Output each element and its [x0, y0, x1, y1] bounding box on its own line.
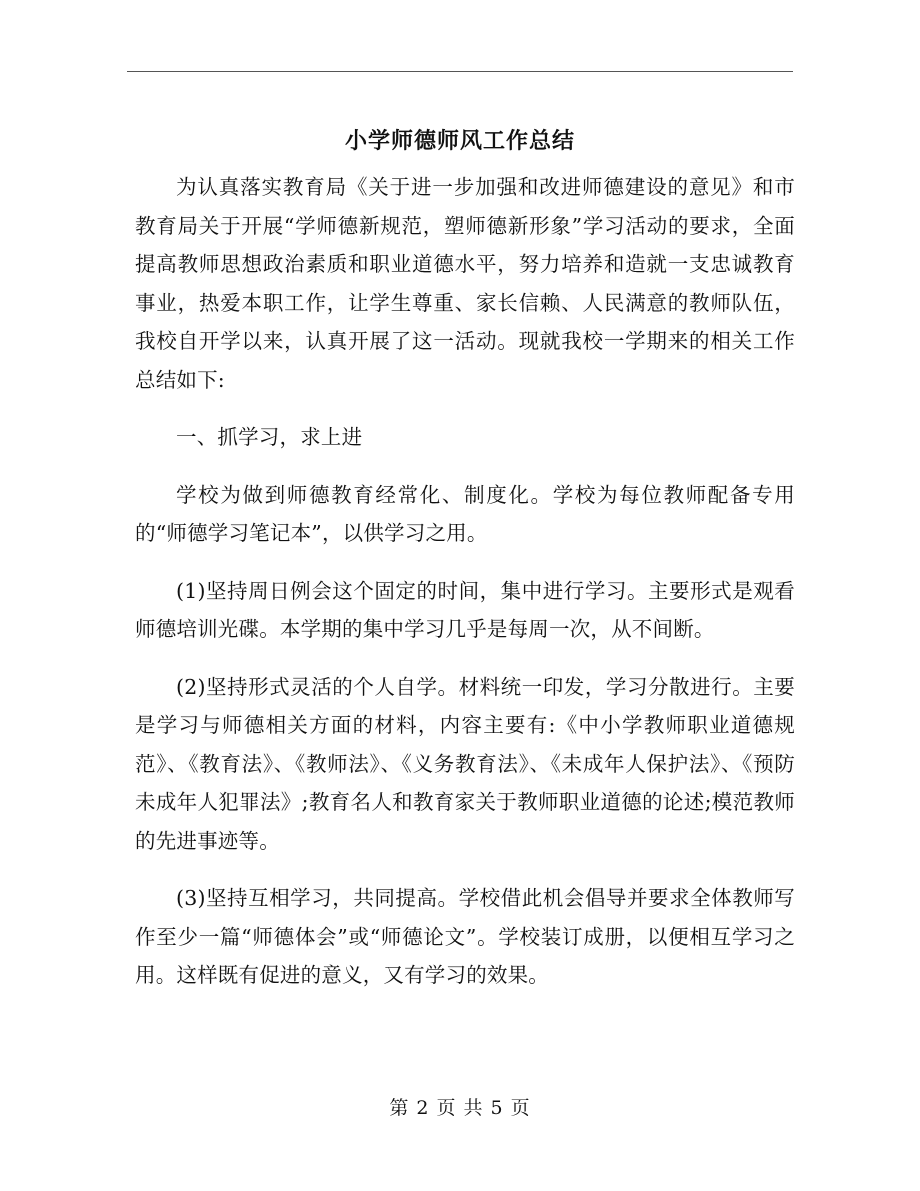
list-item: (3)坚持互相学习，共同提高。学校借此机会倡导并要求全体教师写作至少一篇“师德体会”或“师德论文”。学校装订成册，以便相互学习之用。这样既有促进的意义，又有学习的效果。: [135, 886, 795, 987]
list-item: (2)坚持形式灵活的个人自学。材料统一印发，学习分散进行。主要是学习与师德相关方面的材料，内容主要有:《中小学教师职业道德规范》、《教育法》、《教师法》、《义务教育法》、《未成年人保护法》、《预防未成年人犯罪法》;教育名人和教育家关于教师职业道德的论述;模范教师的先进事迹等。: [135, 674, 795, 853]
document-title: 小学师德师风工作总结: [344, 127, 575, 154]
body-paragraph: 学校为做到师德教育经常化、制度化。学校为每位教师配备专用的“师德学习笔记本”，以供学习之用。: [135, 482, 795, 545]
section-heading: 一、抓学习，求上进: [176, 425, 363, 449]
document-body: [135, 168, 795, 1014]
page-number: 第 2 页 共 5 页: [389, 1097, 531, 1119]
intro-paragraph: 为认真落实教育局《关于进一步加强和改进师德建设的意见》和市教育局关于开展“学师德新规范，塑师德新形象”学习活动的要求，全面提高教师思想政治素质和职业道德水平，努力培养和造就一支忠诚教育事业，热爱本职工作，让学生尊重、家长信赖、人民满意的教师队伍，我校自开学以来，认真开展了这一活动。现就我校一学期来的相关工作总结如下:: [135, 175, 795, 392]
list-item: (1)坚持周日例会这个固定的时间，集中进行学习。主要形式是观看师德培训光碟。本学期的集中学习几乎是每周一次，从不间断。: [135, 578, 795, 641]
header-rule: [127, 71, 793, 72]
